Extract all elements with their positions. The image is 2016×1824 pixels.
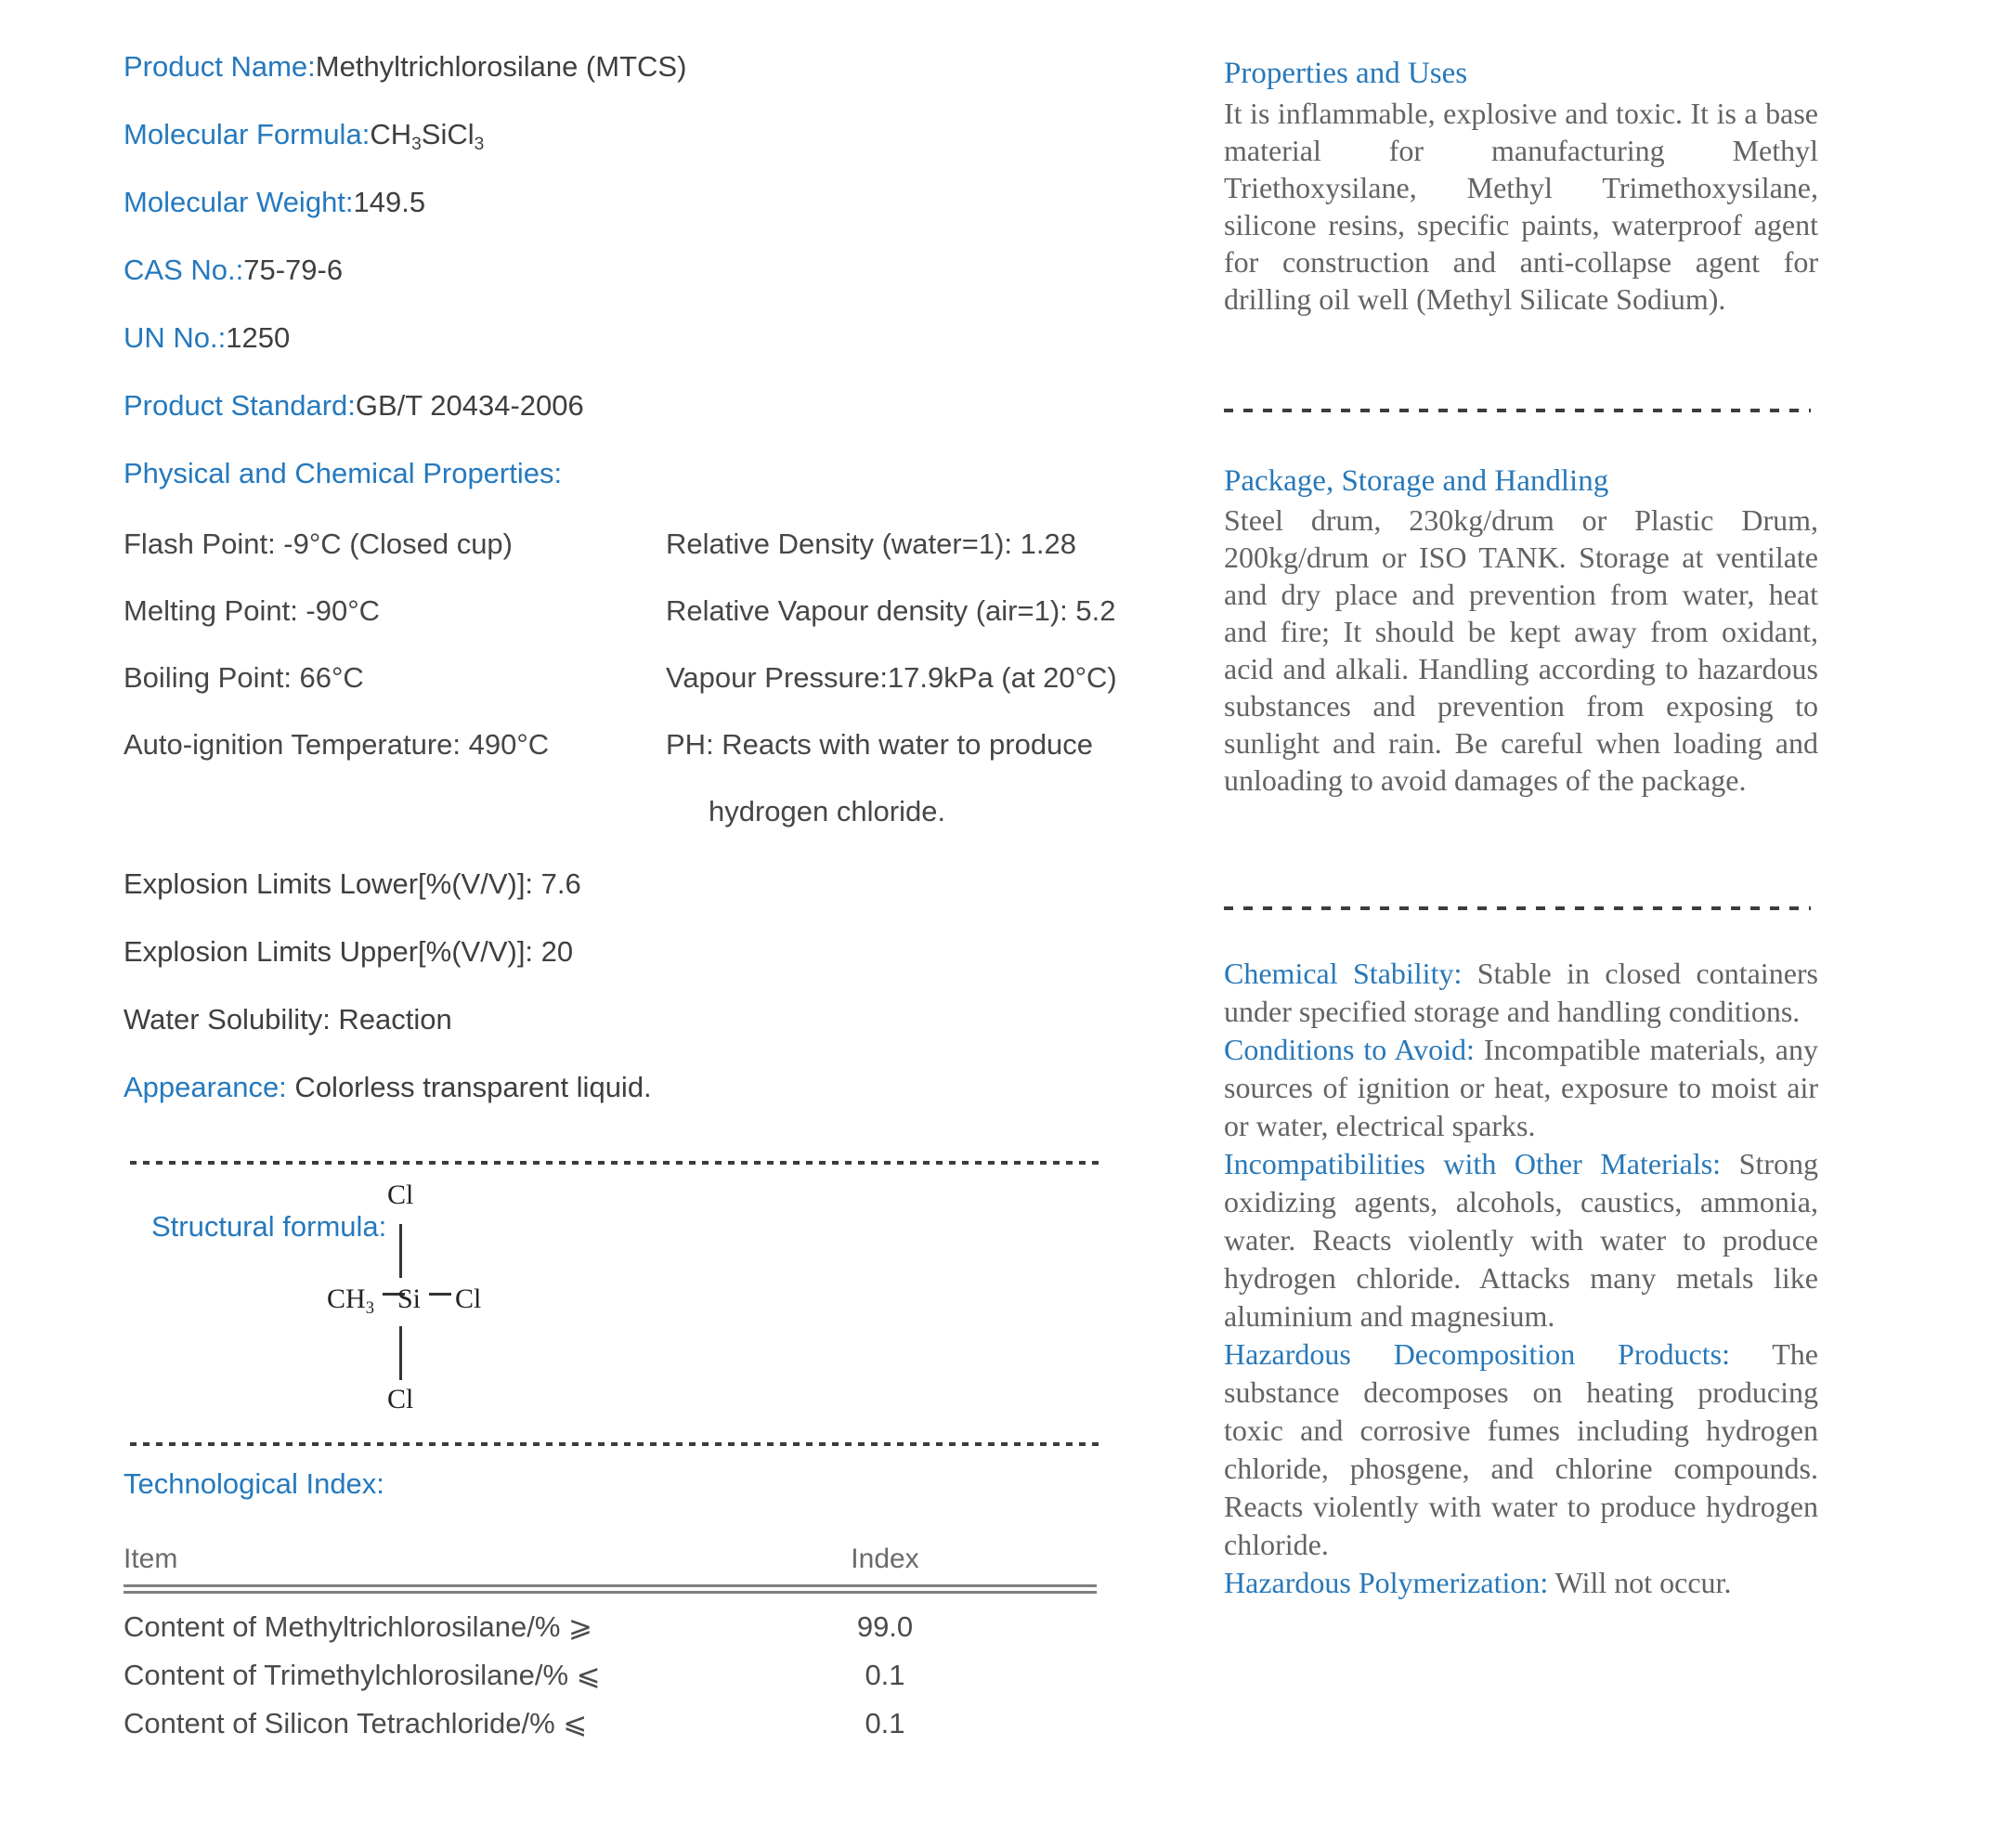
left-divider-bottom	[130, 1442, 1105, 1446]
cas-no-row	[124, 250, 1145, 318]
table-cell-item: Content of Methyltrichlorosilane/% ⩾	[124, 1610, 592, 1643]
ph-line-2: hydrogen chloride.	[709, 795, 946, 827]
table-row	[124, 1603, 1108, 1651]
formula-subscript-1: 3	[411, 134, 422, 154]
auto-ignition-temperature: Auto-ignition Temperature: 490°C	[124, 728, 550, 761]
table-body	[124, 1603, 1108, 1748]
un-no-row	[124, 318, 1145, 385]
product-name-row	[124, 46, 1145, 114]
incompatibilities-text: Strong oxidizing agents, alcohols, caustics, ammonia, water. Reacts violently with water to produce hydrogen chloride. Attacks many metals like aluminium and magnesium.	[1224, 1147, 1819, 1333]
product-standard-row	[124, 385, 1145, 453]
bond-si-cl	[429, 1293, 451, 1296]
conditions-to-avoid-paragraph	[1224, 1031, 1818, 1145]
properties-and-uses-heading: Properties and Uses	[1224, 57, 1468, 90]
molecular-formula-label: Molecular Formula:	[124, 118, 371, 150]
stability-section	[1224, 955, 1818, 1602]
atom-ch3-base: CH	[327, 1283, 366, 1314]
atom-si: Si	[397, 1283, 422, 1314]
cas-no-label: CAS No.:	[124, 254, 244, 286]
hazardous-polymerization-paragraph	[1224, 1564, 1818, 1602]
atom-cl-bottom: Cl	[387, 1384, 414, 1414]
table-cell-index: 0.1	[865, 1659, 905, 1691]
incompatibilities-paragraph	[1224, 1145, 1818, 1335]
boiling-point: Boiling Point: 66°C	[124, 661, 364, 694]
hazardous-decomposition-text: The substance decomposes on heating producing toxic and corrosive fumes including hydrogen chloride, phosgene, and chlorine compounds. Reacts violently with water to produce hydrogen chloride.	[1224, 1337, 1818, 1561]
technological-index-heading: Technological Index:	[124, 1467, 384, 1500]
relative-vapour-density: Relative Vapour density (air=1): 5.2	[666, 594, 1116, 627]
table-header-double-rule	[124, 1584, 1097, 1594]
conditions-to-avoid-text: Incompatible materials, any sources of ignition or heat, exposure to moist air or water, electrical sparks.	[1224, 1033, 1819, 1142]
chemical-stability-text: Stable in closed containers under specified storage and handling conditions.	[1224, 957, 1819, 1028]
melting-point: Melting Point: -90°C	[124, 594, 381, 627]
physical-properties-heading: Physical and Chemical Properties:	[124, 457, 563, 489]
product-standard-value: GB/T 20434-2006	[355, 389, 584, 422]
limits-list	[124, 864, 1145, 1135]
un-no-label: UN No.:	[124, 321, 227, 354]
hazardous-polymerization-text: Will not occur.	[1548, 1566, 1732, 1599]
formula-base-1: CH	[370, 118, 412, 150]
right-divider-1	[1224, 409, 1811, 412]
product-name-label: Product Name:	[124, 50, 316, 83]
atom-cl-right: Cl	[455, 1283, 482, 1314]
physical-properties-col1	[124, 525, 718, 792]
left-divider-top	[130, 1161, 1105, 1165]
table-cell-item: Content of Trimethylchlorosilane/% ⩽	[124, 1659, 601, 1691]
explosion-limit-upper: Explosion Limits Upper[%(V/V)]: 20	[124, 935, 574, 968]
cas-no-value: 75-79-6	[243, 254, 344, 286]
conditions-to-avoid-label: Conditions to Avoid:	[1224, 1033, 1475, 1066]
product-name-value: Methyltrichlorosilane (MTCS)	[315, 50, 687, 83]
molecular-weight-label: Molecular Weight:	[124, 186, 354, 218]
package-storage-heading: Package, Storage and Handling	[1224, 464, 1609, 498]
appearance-row	[124, 1067, 1145, 1135]
relative-density: Relative Density (water=1): 1.28	[666, 528, 1076, 560]
technological-index-table	[124, 1534, 1108, 1748]
table-header-item: Item	[124, 1544, 178, 1574]
product-info-list	[124, 46, 1145, 521]
explosion-limit-lower: Explosion Limits Lower[%(V/V)]: 7.6	[124, 867, 581, 900]
hazardous-polymerization-label: Hazardous Polymerization:	[1224, 1566, 1549, 1599]
package-storage-body: Steel drum, 230kg/drum or Plastic Drum, 200kg/drum or ISO TANK. Storage at ventilate and dry place and prevention from water, heat and fire; It should be kept away from oxidant, acid and alkali. Handling according to hazardous substances and prevention from exposing to sunlight and rain. Be careful when loading and unloading to avoid damages of the package.	[1224, 503, 1818, 797]
table-cell-item: Content of Silicon Tetrachloride/% ⩽	[124, 1707, 588, 1739]
structural-formula-label: Structural formula:	[151, 1210, 387, 1243]
table-row	[124, 1700, 1108, 1748]
formula-base-2: SiCl	[421, 118, 475, 150]
right-divider-2	[1224, 906, 1811, 910]
vapour-pressure: Vapour Pressure:17.9kPa (at 20°C)	[666, 661, 1117, 694]
table-cell-index: 99.0	[856, 1610, 914, 1643]
bond-vertical-top	[399, 1224, 402, 1278]
molecular-weight-value: 149.5	[353, 186, 426, 218]
molecular-formula-row	[124, 114, 1145, 182]
ph-line-1: PH: Reacts with water to produce	[666, 728, 1094, 761]
bond-vertical-bottom	[399, 1326, 402, 1380]
atom-cl-top: Cl	[387, 1179, 414, 1210]
atom-ch3-sub: 3	[365, 1297, 374, 1318]
water-solubility: Water Solubility: Reaction	[124, 1003, 452, 1036]
properties-and-uses-body: It is inflammable, explosive and toxic. It is a base material for manufacturing Methyl Triethoxysilane, Methyl Trimethoxysilane, silicone resins, specific paints, waterproof agent for construction and anti-collapse agent for drilling oil well (Methyl Silicate Sodium).	[1224, 97, 1818, 316]
formula-subscript-2: 3	[474, 134, 485, 154]
un-no-value: 1250	[226, 321, 291, 354]
atom-ch3	[327, 1285, 374, 1317]
table-row	[124, 1651, 1108, 1700]
product-standard-label: Product Standard:	[124, 389, 356, 422]
flash-point: Flash Point: -9°C (Closed cup)	[124, 528, 513, 560]
chemical-stability-paragraph	[1224, 955, 1818, 1031]
hazardous-decomposition-paragraph	[1224, 1335, 1818, 1564]
table-header-row	[124, 1534, 1108, 1584]
hazardous-decomposition-label: Hazardous Decomposition Products:	[1224, 1337, 1730, 1371]
appearance-label: Appearance:	[124, 1071, 287, 1103]
appearance-value: Colorless transparent liquid.	[286, 1071, 652, 1103]
table-header-index: Index	[851, 1544, 919, 1574]
molecular-weight-row	[124, 182, 1145, 250]
chemical-stability-label: Chemical Stability:	[1224, 957, 1463, 990]
incompatibilities-label: Incompatibilities with Other Materials:	[1224, 1147, 1722, 1180]
physical-properties-col2	[666, 525, 1260, 859]
table-cell-index: 0.1	[865, 1707, 905, 1739]
